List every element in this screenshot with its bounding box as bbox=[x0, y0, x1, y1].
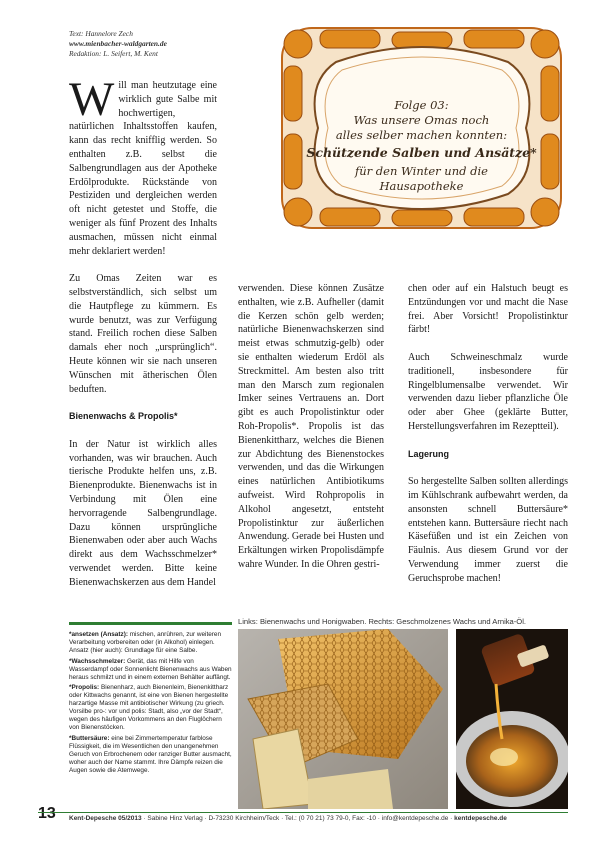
series-episode: Folge 03: bbox=[394, 98, 449, 112]
body-paragraph: verwenden. Diese können Zusätze enthalten, wie z.B. Aufheller (damit die Kerzen schön gelb werden; natürliche Bienenwachskerzen sind meist etwas schmutzig-gelb) oder sie enthalten wiederum Erdöl als Streckmittel. Am besten also tritt man den Marsch zum regionalen Imker seines Vertrauens an. Dort gibt es auch Propolistinktur oder Roh-Propolis*. Propolis ist das Bienenkittharz, welches die Bienen zur Abdichtung des Bienenstockes verwenden, und das die Wirkungen eines natürlichen Antibiotikums aufweist. Wird Rohpropolis in Alkohol angesetzt, entsteht Propolistinktur zur äußerlichen Anwendung. Gerade bei Husten und Erkältungen wirken Propolisdämpfe wahre Wunder. In die Ohren gestri- bbox=[238, 283, 384, 570]
section-heading: Lagerung bbox=[408, 448, 450, 459]
photo-caption: Links: Bienenwachs und Honigwaben. Rechts: Geschmolzenes Wachs und Arnika-Öl. bbox=[238, 617, 527, 626]
glossary-entry: *ansetzen (Ansatz): mischen, anrühren, zur weiteren Verarbeitung vorbereiten oder (in Alkohol) einlegen. Ansatz (hier auch): Grundlage für eine Salbe. bbox=[69, 631, 222, 654]
glossary-entry: *Propolis: Bienenharz, auch Bienenleim, Bienenkittharz oder Kittwachs genannt, ist eine von Bienen hergestellte harzartige Masse mit antibiotischer Wirkung (zu griech. Vorsilbe pro-: vor und polis: Stadt, also „vor der Stadt“, wegen des häufigen Vorkommens an den Fluglöchern von Bienenstöcken. bbox=[69, 684, 229, 731]
column-3 bbox=[408, 282, 568, 586]
publisher-info: · Sabine Hinz Verlag · D-73230 Kirchheim/Teck · Tel.: (0 70 21) 73 79-0, Fax: -10 · info@kentdepesche.de · bbox=[141, 815, 455, 822]
intro-paragraph: Will man heutzutage eine wirklich gute Salbe mit hochwertigen, natürlichen Inhaltsstoffen kaufen, kann das recht knifflig werden. So enthalten z.B. selbst die Salbengrundlagen aus der Apotheke Erdölprodukte. Rückstände von Pestiziden und dergleichen werden oft nicht getestet und Stoffe, die weniger als fünf Prozent des Inhalts ausmachen, müssen nicht einmal mehr deklariert werden! bbox=[69, 73, 217, 257]
glossary-entry: *Buttersäure: eine bei Zimmertemperatur farblose Flüssigkeit, die im Wesentlichen den unangenehmen Geruch von Erbrochenem oder ranziger Butter ausmacht, woher auch der Name stammt. Ihre Dämpfe reizen die Augen sowie die Atemwege. bbox=[69, 734, 232, 774]
body-paragraph: chen oder auf ein Halstuch beugt es Entzündungen vor und macht die Nase frei. Aber Vorsicht! Propolistinktur färbt! bbox=[408, 283, 568, 336]
body-paragraph: Auch Schweineschmalz wurde traditionell, insbesondere für Ringelblumensalbe verwendet. Wir verwenden dazu lieber pflanzliche Öle oder aber Ghee (geklärte Butter, Herstellungsverfahren im Rezeptteil). bbox=[408, 351, 568, 432]
page-number: 13 bbox=[38, 805, 56, 822]
issue-label: Kent-Depesche 05/2013 bbox=[69, 815, 142, 822]
editor-credit: Redaktion: L. Seifert, M. Kent bbox=[69, 49, 158, 58]
section-heading: Bienenwachs & Propolis* bbox=[69, 411, 178, 422]
glossary bbox=[69, 622, 232, 777]
website-link[interactable]: www.mienbacher-waldgarten.de bbox=[69, 39, 167, 48]
series-title-line: Was unsere Omas noch bbox=[353, 113, 490, 127]
column-1 bbox=[69, 73, 217, 589]
drop-cap: W bbox=[69, 73, 115, 126]
footer bbox=[69, 815, 569, 822]
author-credit: Text: Hannelore Zech bbox=[69, 29, 133, 38]
body-paragraph: Zu Omas Zeiten war es selbstverständlich, sich selbst um die Hautpflege zu kümmern. Es wurde benutzt, was zur Verfügung stand. Freilich rochen diese Salben damals eher noch „ursprünglich“. Heute können wir sie nach unseren Wünschen mit ätherischen Ölen beduften. bbox=[69, 273, 217, 395]
body-paragraph: In der Natur ist wirklich alles vorhanden, was wir brauchen. Auch tierische Produkte helfen uns, z.B. Bienenprodukte. Bienenwachs ist in Verbindung mit Ölen eine hervorragende Salbengrundlage. Dazu können ursprüngliche Bienenwaben oder aber auch Wachs direkt aus dem Wachsschmelzer* verwendet werden. Bitte keine Bienenwachskerzen aus dem Handel bbox=[69, 438, 217, 588]
body-paragraph: So hergestellte Salben sollten allerdings im Kühlschrank aufbewahrt werden, da ansonsten schnell Buttersäure* entstehen kann. Buttersäure riecht nach Käsefüßen und ist ein Zeichen von Fäulnis. Aus diesem Grund vor der Verwendung immer zuerst die Geruchsprobe machen! bbox=[408, 476, 568, 584]
melted-wax-photo bbox=[456, 629, 568, 809]
beeswax-photo bbox=[238, 629, 448, 809]
series-title bbox=[276, 22, 567, 234]
article-title: Schützende Salben und Ansätze* bbox=[306, 145, 537, 160]
series-title-line: alles selber machen konnten: bbox=[335, 128, 508, 142]
glossary-entry: *Wachsschmelzer: Gerät, das mit Hilfe von Wasserdampf oder Sonnenlicht Bienenwachs aus Waben heraus schmilzt und in einem externen Behälter auffängt. bbox=[69, 657, 232, 681]
column-2 bbox=[238, 282, 384, 572]
article-subtitle: für den Winter und die bbox=[354, 164, 488, 178]
credits bbox=[69, 29, 249, 59]
footer-website: kentdepesche.de bbox=[454, 815, 507, 822]
article-subtitle: Hausapotheke bbox=[379, 179, 464, 193]
